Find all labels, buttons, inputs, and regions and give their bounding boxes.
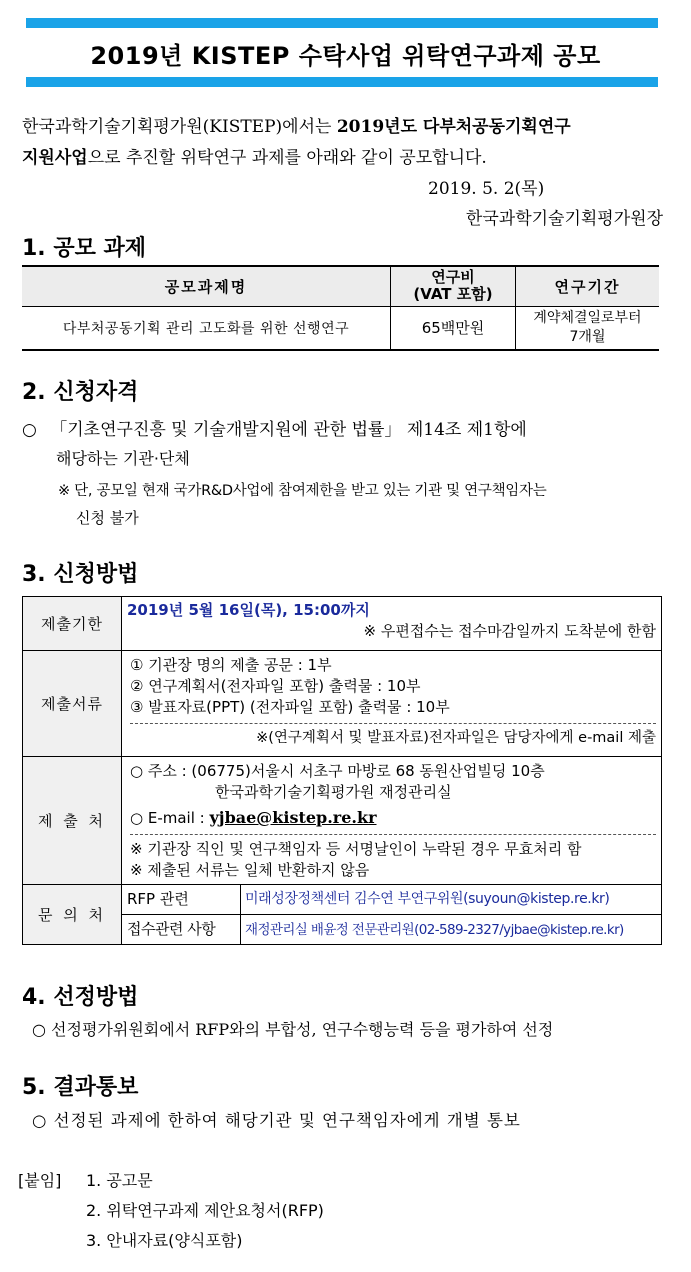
cell-period (516, 306, 660, 350)
intro-program-name: 2019년도 다부처공동기획연구 (336, 117, 571, 137)
result-notice: ○ 선정된 과제에 한하여 해당기관 및 연구책임자에게 개별 통보 (32, 1111, 521, 1130)
col-budget-label: 연구비 (431, 268, 475, 287)
attachment-item: 2. 위탁연구과제 제안요청서(RFP) (86, 1201, 324, 1220)
inquiry-kind: RFP 관련 (122, 885, 241, 915)
documents-note: ※(연구계획서 및 발표자료)전자파일은 담당자에게 e-mail 제출 (130, 723, 656, 749)
eligibility-item (22, 415, 527, 440)
inquiry-contact: 재정관리실 배윤정 전문관리원(02-589-2327/yjbae@kistep.re.kr) (241, 915, 662, 945)
document-item: ① 기관장 명의 제출 공문 : 1부 (130, 656, 332, 674)
eligibility-note-text: 단, 공모일 현재 국가R&D사업에 참여제한을 받고 있는 기관 및 연구책임자는 (74, 483, 547, 499)
section-1-heading: 1. 공모 과제 (22, 236, 146, 261)
col-project-name: 공모과제명 (22, 266, 391, 306)
label-inquiry: 문 의 처 (23, 885, 122, 945)
inquiry-contact: 미래성장정책센터 김수연 부연구위원(suyoun@kistep.re.kr) (241, 885, 662, 915)
section-3-heading: 3. 신청방법 (22, 562, 139, 587)
project-table (22, 265, 659, 351)
title-bar-bottom (26, 77, 658, 87)
section-2-heading: 2. 신청자격 (22, 380, 139, 405)
cell-period-line2: 7개월 (569, 328, 606, 345)
submit-note: ※ 제출된 서류는 일체 반환하지 않음 (130, 861, 370, 879)
eligibility-text: 「기초연구진흥 및 기술개발지원에 관한 법률」 제14조 제1항에 (50, 420, 527, 440)
email-label: ○ E-mail : (130, 809, 210, 827)
selection-method: ○ 선정평가위원회에서 RFP와의 부합성, 연구수행능력 등을 평가하여 선정 (32, 1020, 554, 1039)
deadline-value: 2019년 5월 16일(목), 15:00까지 (127, 601, 370, 619)
title-bar-top (26, 18, 658, 28)
section-5-heading: 5. 결과통보 (22, 1075, 139, 1100)
address-line-2: 한국과학기술기획평가원 재정관리실 (215, 783, 452, 801)
deadline-cell (122, 597, 662, 651)
eligibility-note (58, 479, 546, 500)
announcement-date: 2019. 5. 2(목) (428, 179, 545, 199)
submit-to-cell (122, 757, 662, 885)
intro-text-2: 으로 추진할 위탁연구 과제를 아래와 같이 공모합니다. (87, 148, 487, 168)
document-item: ③ 발표자료(PPT) (전자파일 포함) 출력물 : 10부 (130, 698, 450, 716)
deadline-note: ※ 우편접수는 접수마감일까지 도착분에 한함 (363, 622, 656, 640)
label-deadline: 제출기한 (23, 597, 122, 651)
intro-line-2 (22, 143, 487, 168)
attachment-item: 1. 공고문 (86, 1171, 153, 1190)
eligibility-text-2: 해당하는 기관·단체 (56, 449, 190, 468)
label-documents: 제출서류 (23, 651, 122, 757)
intro-text: 한국과학기술기획평가원(KISTEP)에서는 (22, 117, 337, 137)
bullet-circle-icon: ○ (22, 420, 37, 440)
address-line: ○ 주소 : (06775)서울시 서초구 마방로 68 동원산업빌딩 10층 (130, 762, 545, 780)
cell-project-name: 다부처공동기획 관리 고도화를 위한 선행연구 (22, 306, 391, 350)
inquiry-kind: 접수관련 사항 (122, 915, 241, 945)
documents-cell (122, 651, 662, 757)
email-line (130, 807, 656, 829)
issuer: 한국과학기술기획평가원장 (465, 209, 663, 229)
note-mark: ※ (58, 483, 70, 499)
col-budget (391, 266, 516, 306)
intro-program-suffix: 지원사업 (22, 148, 88, 168)
intro-line-1 (22, 112, 571, 137)
attachments-label: [붙임] (18, 1171, 62, 1190)
cell-budget: 65백만원 (391, 306, 516, 350)
attachment-item: 3. 안내자료(양식포함) (86, 1231, 243, 1250)
page-title: 2019년 KISTEP 수탁사업 위탁연구과제 공모 (90, 42, 601, 70)
document-item: ② 연구계획서(전자파일 포함) 출력물 : 10부 (130, 677, 421, 695)
email-link[interactable]: yjbae@kistep.re.kr (209, 808, 377, 827)
section-4-heading: 4. 선정방법 (22, 985, 139, 1010)
label-submit-to: 제 출 처 (23, 757, 122, 885)
cell-period-line1: 계약체결일로부터 (533, 309, 642, 326)
col-budget-vat: (VAT 포함) (413, 285, 493, 304)
eligibility-note-2: 신청 불가 (76, 509, 139, 527)
col-period: 연구기간 (516, 266, 660, 306)
application-table (22, 596, 662, 945)
submit-note: ※ 기관장 직인 및 연구책임자 등 서명날인이 누락된 경우 무효처리 함 (130, 834, 656, 860)
